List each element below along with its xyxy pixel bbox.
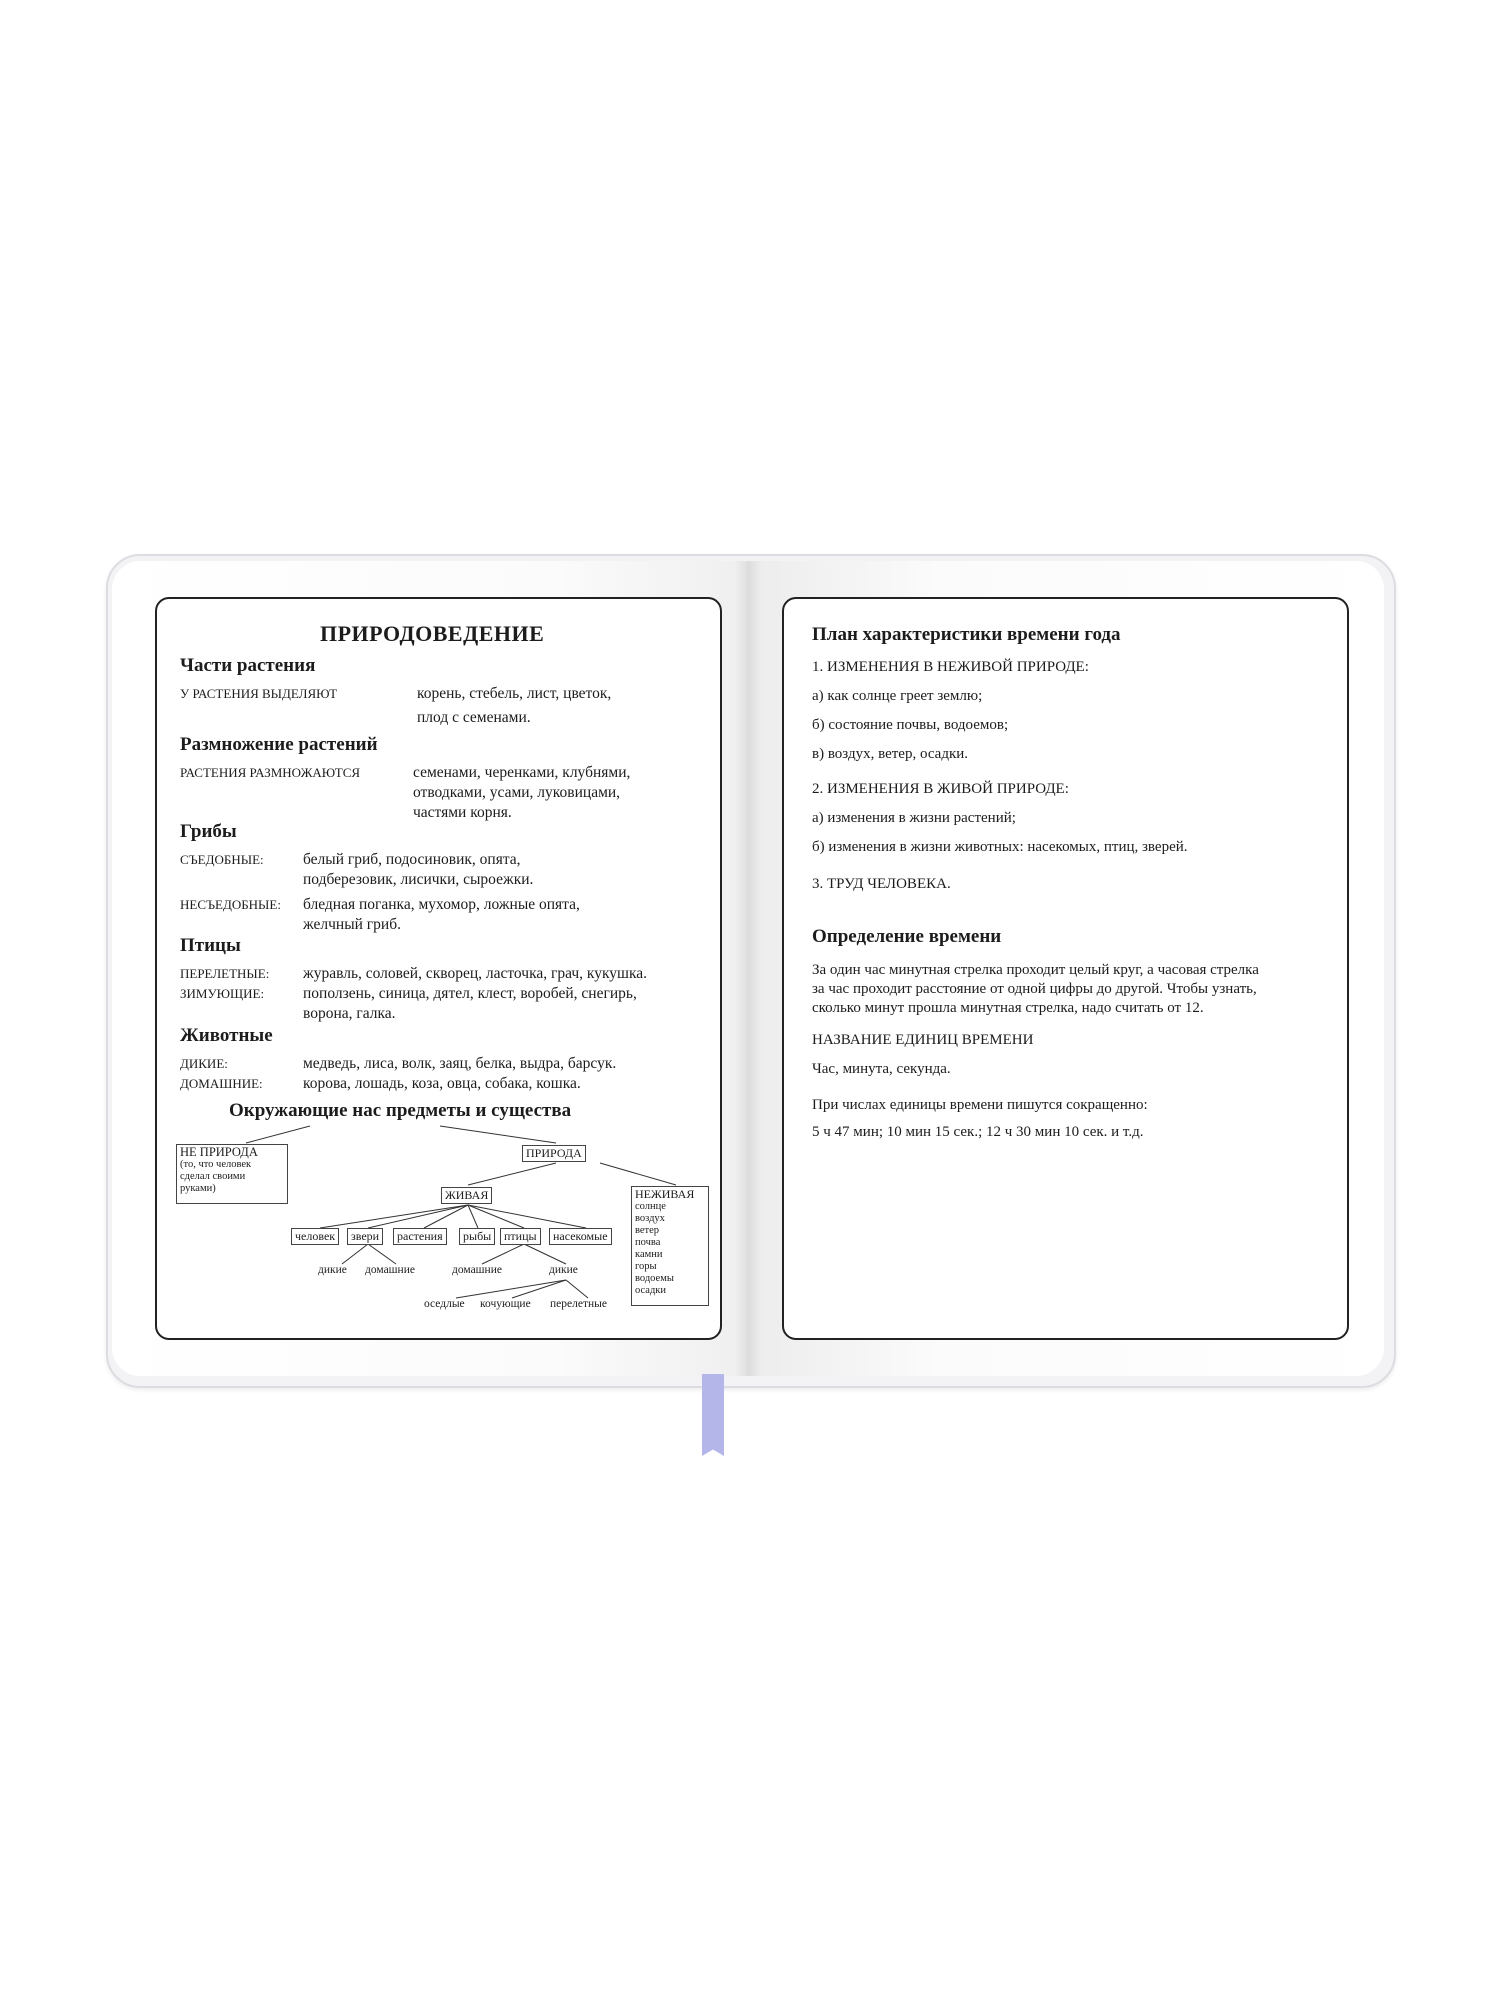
nonliving-box	[631, 1186, 709, 1306]
plan-item-2b: б) изменения в жизни животных: насекомых, птиц, зверей.	[812, 839, 1188, 855]
time-para-line2: за час проходит расстояние от одной цифры до другой. Чтобы узнать,	[812, 981, 1257, 997]
parts-heading: Части растения	[180, 655, 316, 676]
wintering-label: ЗИМУЮЩИЕ:	[180, 986, 265, 1001]
nonliving-item: солнце	[635, 1201, 666, 1212]
migratory-label: ПЕРЕЛЕТНЫЕ:	[180, 966, 270, 981]
beasts-wild: дикие	[318, 1264, 347, 1276]
living-box: ЖИВАЯ	[441, 1187, 492, 1204]
inedible-line2: желчный гриб.	[303, 916, 401, 933]
reproduction-line1: семенами, черенками, клубнями,	[413, 764, 631, 781]
plan-item-2a: а) изменения в жизни растений;	[812, 810, 1016, 826]
living-item-insects: насекомые	[549, 1228, 612, 1245]
mushrooms-heading: Грибы	[180, 821, 237, 842]
plan-item-1c: в) воздух, ветер, осадки.	[812, 746, 969, 762]
parts-label: У РАСТЕНИЯ ВЫДЕЛЯЮТ	[180, 686, 338, 701]
nonliving-label: НЕЖИВАЯ	[635, 1187, 695, 1201]
nonliving-item: горы	[635, 1261, 657, 1272]
living-item-human: человек	[291, 1228, 339, 1245]
domestic-line: корова, лошадь, коза, овца, собака, кошка.	[303, 1075, 581, 1092]
reproduction-label: РАСТЕНИЯ РАЗМНОЖАЮТСЯ	[180, 765, 361, 780]
plan-item-1: 1. ИЗМЕНЕНИЯ В НЕЖИВОЙ ПРИРОДЕ:	[812, 659, 1089, 675]
not-nature-note-1: (то, что человек	[180, 1159, 252, 1170]
living-item-plants: растения	[393, 1228, 447, 1245]
inedible-line1: бледная поганка, мухомор, ложные опята,	[303, 896, 580, 913]
time-units: Час, минута, секунда.	[812, 1061, 951, 1077]
wintering-line1: поползень, синица, дятел, клест, воробей, снегирь,	[303, 985, 637, 1002]
animals-heading: Животные	[180, 1025, 273, 1046]
edible-line1: белый гриб, подосиновик, опята,	[303, 851, 521, 868]
parts-line2: плод с семенами.	[417, 709, 531, 726]
nonliving-item: ветер	[635, 1225, 660, 1236]
beasts-domestic: домашние	[365, 1264, 415, 1276]
wild-birds-sedentary: оседлые	[424, 1298, 465, 1310]
time-para-line1: За один час минутная стрелка проходит целый круг, а часовая стрелка	[812, 962, 1259, 978]
wintering-line2: ворона, галка.	[303, 1005, 396, 1022]
reproduction-line2: отводками, усами, луковицами,	[413, 784, 621, 801]
nonliving-item: почва	[635, 1237, 661, 1248]
plan-item-2: 2. ИЗМЕНЕНИЯ В ЖИВОЙ ПРИРОДЕ:	[812, 781, 1069, 797]
plan-item-1a: а) как солнце греет землю;	[812, 688, 983, 704]
not-nature-note-2: сделал своими	[180, 1171, 246, 1182]
wild-line: медведь, лиса, волк, заяц, белка, выдра, барсук.	[303, 1055, 617, 1072]
plan-item-3: 3. ТРУД ЧЕЛОВЕКА.	[812, 876, 951, 892]
domestic-label: ДОМАШНИЕ:	[180, 1076, 263, 1091]
plan-heading: План характеристики времени года	[812, 624, 1121, 645]
page-title: ПРИРОДОВЕДЕНИЕ	[320, 621, 545, 646]
time-para-line3: сколько минут прошла минутная стрелка, надо считать от 12.	[812, 1000, 1204, 1016]
birds-domestic: домашние	[452, 1264, 502, 1276]
reproduction-line3: частями корня.	[413, 804, 512, 821]
nonliving-item: водоемы	[635, 1273, 674, 1284]
nonliving-item: камни	[635, 1249, 663, 1260]
diagram-heading: Окружающие нас предметы и существа	[229, 1100, 572, 1121]
living-item-birds: птицы	[500, 1228, 541, 1245]
nature-box: ПРИРОДА	[522, 1145, 586, 1162]
time-abbr-example: 5 ч 47 мин; 10 мин 15 сек.; 12 ч 30 мин 10 сек. и т.д.	[812, 1124, 1144, 1140]
nonliving-list	[635, 1201, 705, 1297]
time-heading: Определение времени	[812, 926, 1002, 947]
not-nature-label: НЕ ПРИРОДА	[180, 1145, 258, 1159]
reproduction-heading: Размножение растений	[180, 734, 378, 755]
living-item-beasts: звери	[347, 1228, 383, 1245]
birds-heading: Птицы	[180, 935, 241, 956]
not-nature-box	[176, 1144, 288, 1204]
living-item-fish: рыбы	[459, 1228, 495, 1245]
not-nature-note-3: руками)	[180, 1183, 216, 1194]
birds-wild: дикие	[549, 1264, 578, 1276]
plan-item-1b: б) состояние почвы, водоемов;	[812, 717, 1009, 733]
edible-label: СЪЕДОБНЫЕ:	[180, 852, 264, 867]
edible-line2: подберезовик, лисички, сыроежки.	[303, 871, 534, 888]
nonliving-item: воздух	[635, 1213, 665, 1224]
wild-birds-migratory: перелетные	[550, 1298, 607, 1310]
time-units-label: НАЗВАНИЕ ЕДИНИЦ ВРЕМЕНИ	[812, 1032, 1034, 1048]
wild-label: ДИКИЕ:	[180, 1056, 228, 1071]
inedible-label: НЕСЪЕДОБНЫЕ:	[180, 897, 281, 912]
wild-birds-nomadic: кочующие	[480, 1298, 531, 1310]
nonliving-item: осадки	[635, 1285, 667, 1296]
migratory-line: журавль, соловей, скворец, ласточка, грач, кукушка.	[303, 965, 648, 982]
time-abbr-note: При числах единицы времени пишутся сокращенно:	[812, 1097, 1148, 1113]
parts-line1: корень, стебель, лист, цветок,	[417, 685, 612, 702]
